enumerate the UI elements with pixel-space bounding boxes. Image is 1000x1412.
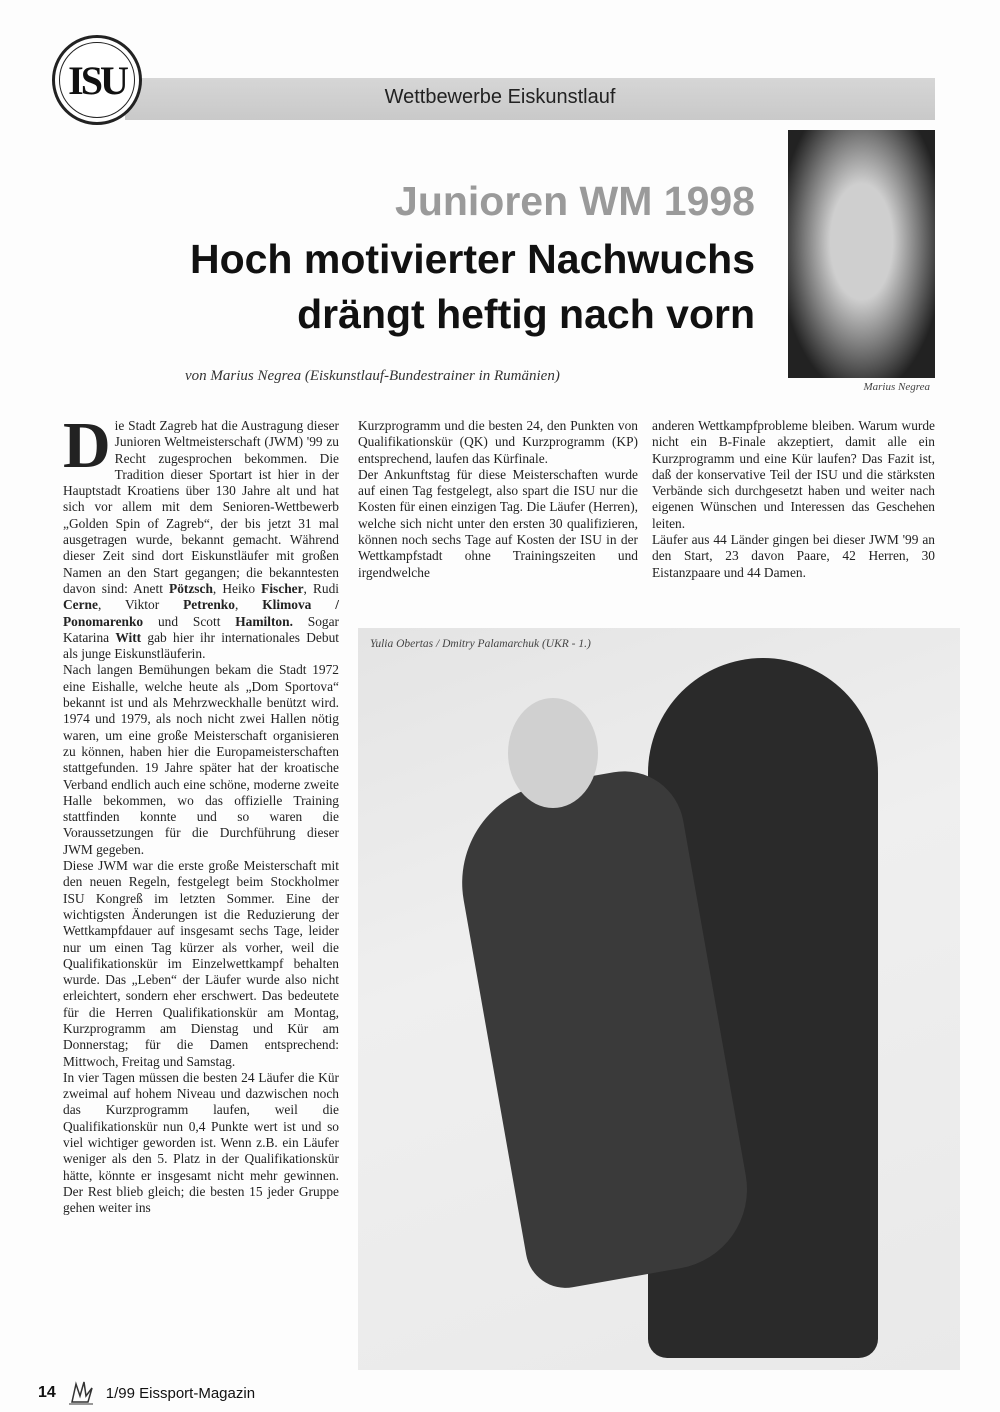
headline-line-2: drängt heftig nach vorn: [297, 291, 755, 337]
section-title: Wettbewerbe Eiskunstlauf: [384, 86, 616, 108]
photo-caption: Yulia Obertas / Dmitry Palamarchuk (UKR - 1.): [370, 638, 591, 650]
article-kicker: Junioren WM 1998: [395, 178, 755, 224]
paragraph: In vier Tagen müssen die besten 24 Läufer die Kür zweimal auf hohem Niveau und dazwischen noch das Kurzprogramm laufen, weil die Qualifikationskür nun 0,4 Punkte wert ist und so viel wichtiger geworden ist. Wenn z.B. ein Läufer weniger als den 5. Platz in der Qualifikationskür hätte, könnte er insgesamt nicht mehr gewinnen. Der Rest blieb gleich; die besten 15 jeder Gruppe gehen weiter ins: [63, 1069, 339, 1216]
headline-line-1: Hoch motivierter Nachwuchs: [189, 236, 755, 282]
skater-logo-icon: [66, 1380, 96, 1406]
paragraph: anderen Wettkampfprobleme bleiben. Warum wurde nicht ein B-Finale akzeptiert, damit alle ein Kurzprogramm und eine Kür laufen? Das Fazit ist, daß der konservative Teil der ISU und die stärksten Verbände sich durchgesetzt haben und weiter nach eigenen Wünschen und Interessen das Geschehen leiten.: [652, 418, 935, 531]
portrait-caption: Marius Negrea: [863, 381, 930, 393]
paragraph: Läufer aus 44 Länder gingen bei dieser JWM '99 an den Start, 23 davon Paare, 42 Herren, 30 Eistanzpaare und 44 Damen.: [652, 532, 935, 580]
issue-label: 1/99 Eissport-Magazin: [105, 1384, 256, 1402]
paragraph: Der Ankunftstag für diese Meisterschaften wurde auf einen Tag festgelegt, also spart die ISU nur die Kosten für einen einzigen Tag. Die Läufer (Herren), welche sich nicht unter den ersten 30 qualifizieren, können noch sechs Tage auf Kosten der ISU in der Wettkampfstadt ohne Trainingszeiten und irgendwelche: [358, 466, 638, 580]
column-2: [358, 418, 638, 581]
page-footer: [38, 1380, 255, 1406]
article-headline: [190, 232, 755, 342]
paragraph: Kurzprogramm und die besten 24, den Punkten von Qualifikationskür (QK) und Kurzprogramm (KP) entsprechend, laufen das Kürfinale.: [358, 418, 638, 466]
paragraph: Diese JWM war die erste große Meisterschaft mit den neuen Regeln, festgelegt beim Stockholmer ISU Kongreß im letzten Sommer. Eine der wichtigsten Änderungen ist die Reduzierung der Wettkampfdauer auf insgesamt sechs Tage, leider nur um einen Tag kürzer als vorher, weil die Qualifikationskür im Einzelwettkampf behalten wurde. Das „Leben“ der Läufer wurde also nicht erleichtert, sondern eher erschwert. Das bedeutete für die Herren Qualifikationskür am Montag, Kurzprogramm am Dienstag und Kür am Donnerstag; für die Damen entsprechend: Mittwoch, Freitag und Samstag.: [63, 858, 339, 1069]
byline: von Marius Negrea (Eiskunstlauf-Bundestrainer in Rumänien): [185, 368, 560, 384]
column-1: [63, 409, 340, 1217]
paragraph: Nach langen Bemühungen bekam die Stadt 1972 eine Eishalle, welche heute als „Dom Sportova“ bekannt ist und als Mehrzweckhalle benützt wird. 1974 und 1979, als noch nicht zwei Hallen nötig waren, um eine große Meisterschaft organisieren zu können, haben hier die Europameisterschaften stattgefunden. 19 Jahre später hat der kroatische Verband endlich auch eine schöne, moderne zweite Halle bekommen, wo das offizielle Training stattfinden konnte und so waren die Voraussetzungen für die Durchführung dieser JWM gegeben.: [63, 662, 339, 857]
page-number: 14: [38, 1384, 56, 1401]
paragraph: Die Stadt Zagreb hat die Austragung dieser Junioren Weltmeisterschaft (JWM) '99 zu Recht zugesprochen bekommen. Die Tradition dieser Sportart ist hier in der Hauptstadt Kroatiens über 130 Jahre alt und hat sich vor allem mit dem Senioren-Wettbewerb „Golden Spin of Zagreb“, der bis jetzt 31 mal ausgetragen wurde, bekannt gemacht. Während dieser Zeit sind dort Eiskunstläufer mit großen Namen an den Start gegangen; die bekanntesten davon sind: Anett Pötzsch, Heiko Fischer, Rudi Cerne, Viktor Petrenko, Klimova / Ponomarenko und Scott Hamilton. Sogar Katarina Witt gab hier ihr internationales Debut als junge Eiskunstläuferin.: [63, 409, 340, 662]
drop-cap: D: [63, 409, 111, 482]
female-skater-head: [508, 698, 598, 808]
author-portrait: [788, 130, 935, 378]
isu-logo: ISU: [52, 35, 142, 125]
pair-skating-photo: [358, 628, 960, 1370]
column-3: [652, 418, 935, 581]
